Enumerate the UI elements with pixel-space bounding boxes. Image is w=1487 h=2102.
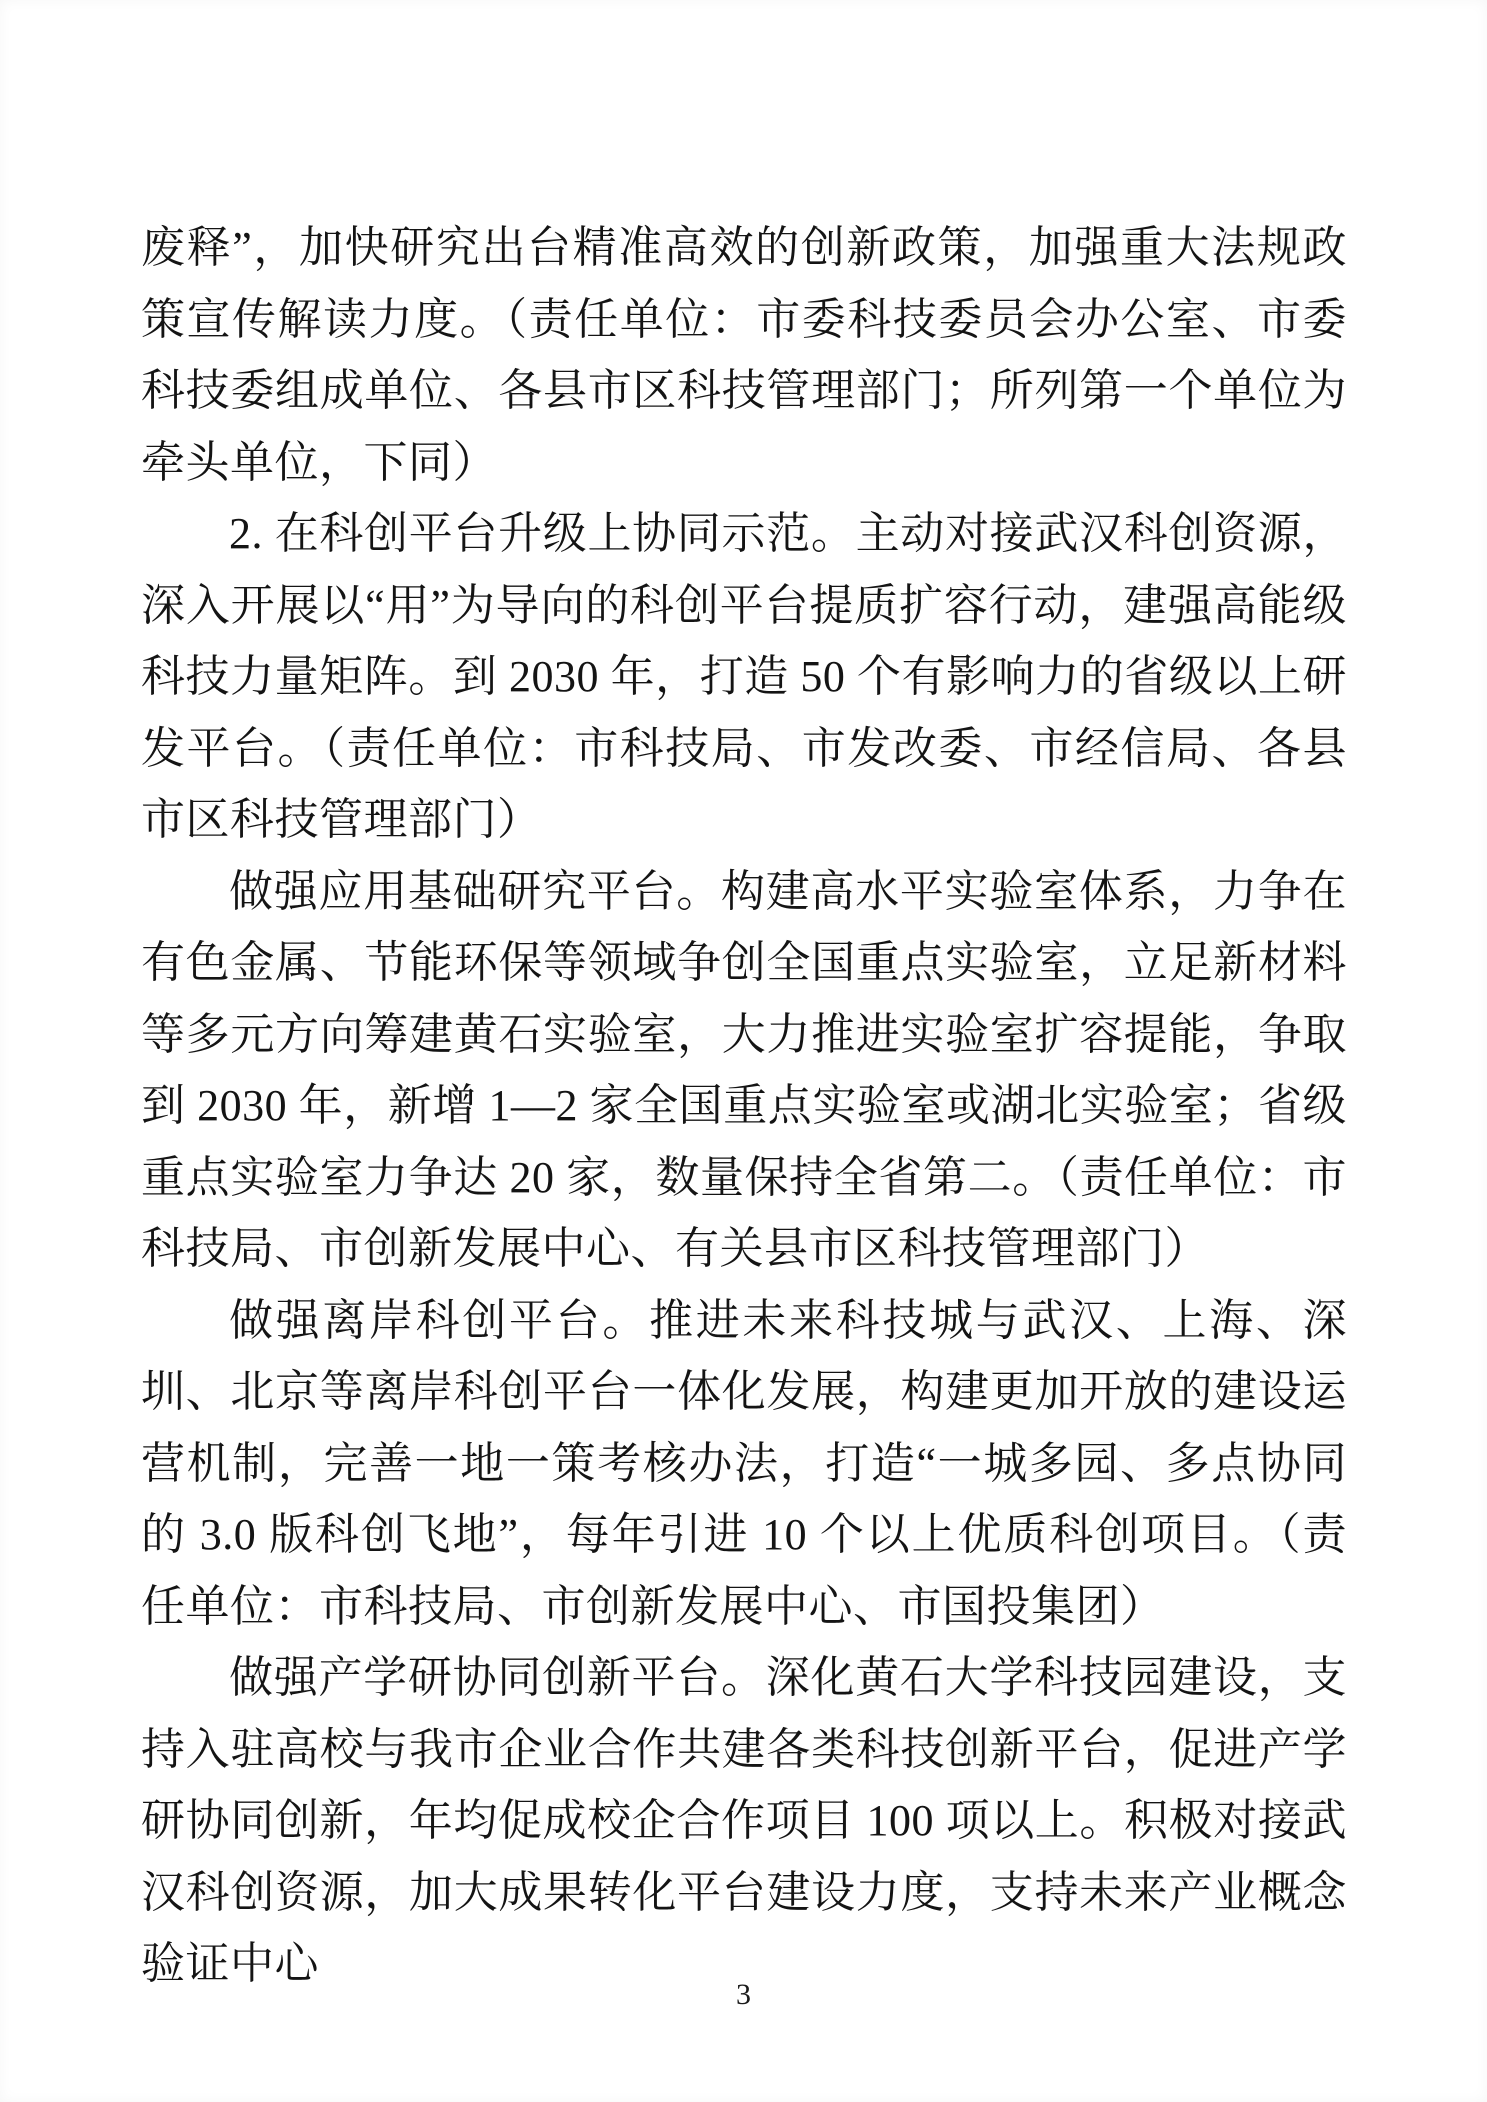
paragraph-basic-research-platform: 做强应用基础研究平台。构建高水平实验室体系，力争在有色金属、节能环保等领域争创全国重点实验室，立足新材料等多元方向筹建黄石实验室，大力推进实验室扩容提能，争取到 2030 年，新增 1—2 家全国重点实验室或湖北实验室；省级重点实验室力争达 20 家，数量保持全省第二。（责任单位：市科技局、市创新发展中心、有关县市区科技管理部门） [141, 866, 1347, 1273]
paragraph-industry-academia-platform: 做强产学研协同创新平台。深化黄石大学科技园建设，支持入驻高校与我市企业合作共建各类科技创新平台，促进产学研协同创新，年均促成校企合作项目 100 项以上。积极对接武汉科创资源，加大成果转化平台建设力度，支持未来产业概念验证中心 [141, 1653, 1347, 1988]
paragraph-offshore-platform: 做强离岸科创平台。推进未来科技城与武汉、上海、深圳、北京等离岸科创平台一体化发展，构建更加开放的建设运营机制，完善一地一策考核办法，打造“一城多园、多点协同的 3.0 版科创飞地”，每年引进 10 个以上优质科创项目。（责任单位：市科技局、市创新发展中心、市国投集团） [141, 1295, 1347, 1631]
document-body [141, 212, 1347, 2000]
paragraph-continuation: 废释”，加快研究出台精准高效的创新政策，加强重大法规政策宣传解读力度。（责任单位：市委科技委员会办公室、市委科技委组成单位、各县市区科技管理部门；所列第一个单位为牵头单位，下同） [141, 223, 1347, 487]
paragraph-section-2: 2. 在科创平台升级上协同示范。主动对接武汉科创资源，深入开展以“用”为导向的科创平台提质扩容行动，建强高能级科技力量矩阵。到 2030 年，打造 50 个有影响力的省级以上研发平台。（责任单位：市科技局、市发改委、市经信局、各县市区科技管理部门） [141, 509, 1347, 844]
page-number: 3 [736, 1978, 751, 2011]
